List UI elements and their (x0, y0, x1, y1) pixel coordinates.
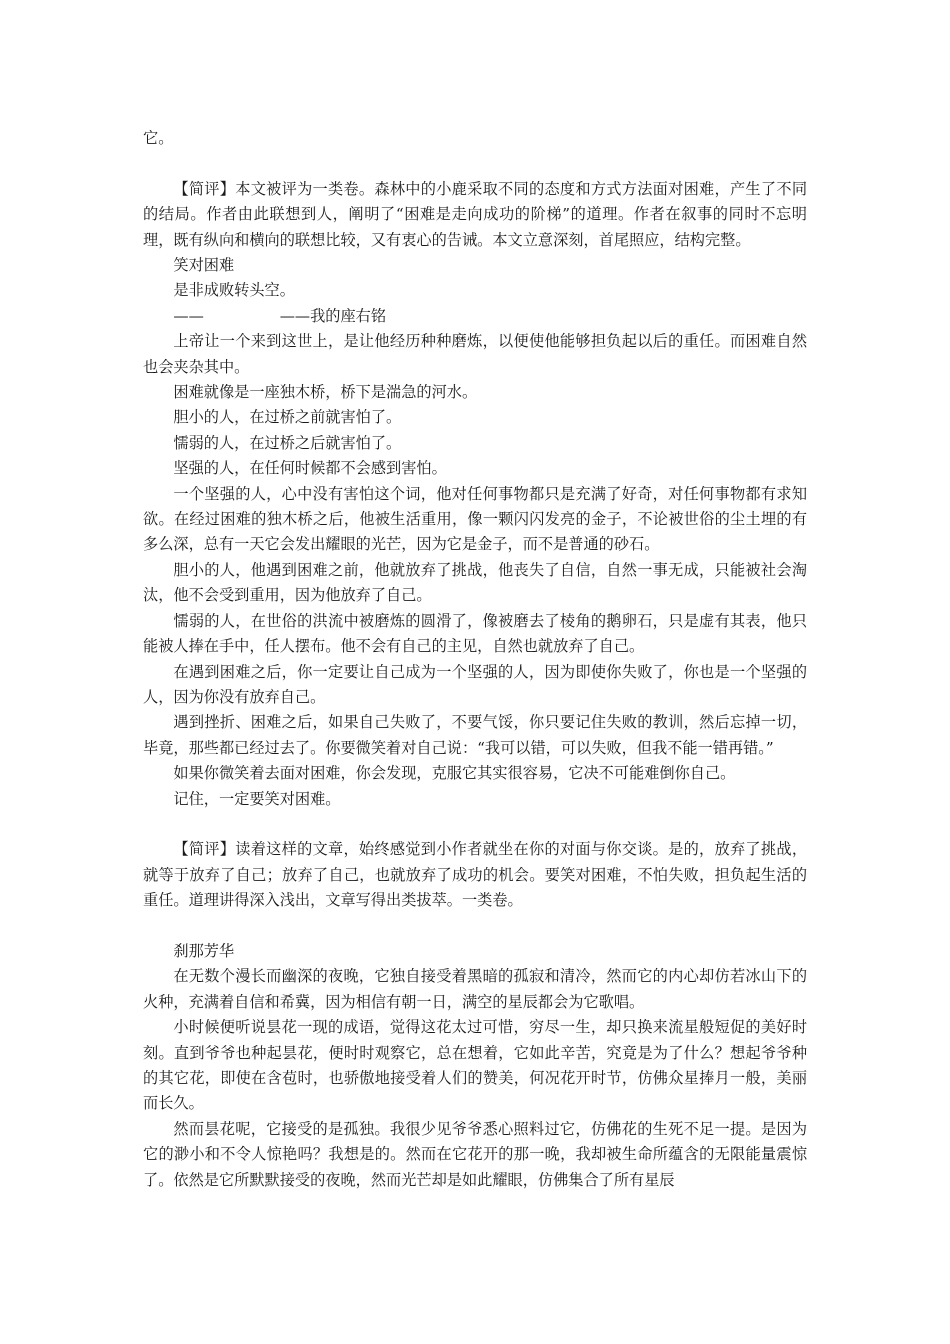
paragraph: 然而昙花呢，它接受的是孤独。我很少见爷爷悉心照料过它，仿佛花的生死不足一提。是因为它的渺小和不令人惊艳吗？我想是的。然而在它花开的那一晚，我却被生命所蕴含的无限能量震惊了。依然是它所默默接受的夜晚，然而光芒却是如此耀眼，仿佛集合了所有星辰 (143, 1119, 807, 1189)
paragraph: 一个坚强的人，心中没有害怕这个词，他对任何事物都只是充满了好奇，对任何事物都有求知欲。在经过困难的独木桥之后，他被生活重用，像一颗闪闪发亮的金子，不论被世俗的尘土埋的有多么深，总有一天它会发出耀眼的光芒，因为它是金子，而不是普通的砂石。 (143, 484, 807, 554)
paragraph: 坚强的人，在任何时候都不会感到害怕。 (173, 459, 447, 478)
review-paragraph: 【简评】本文被评为一类卷。森林中的小鹿采取不同的态度和方式方法面对困难，产生了不同的结局。作者由此联想到人，阐明了“困难是走向成功的阶梯”的道理。作者在叙事的同时不忘明理，既有纵向和横向的联想比较，又有衷心的告诫。本文立意深刻，首尾照应，结构完整。 (143, 179, 807, 249)
paragraph: 胆小的人，在过桥之前就害怕了。 (173, 408, 402, 427)
epigraph: 是非成败转头空。 (173, 281, 295, 300)
paragraph: 记住，一定要笑对困难。 (173, 789, 341, 808)
paragraph: 懦弱的人，在世俗的洪流中被磨炼的圆滑了，像被磨去了棱角的鹅卵石，只是虚有其表，他只能被人捧在手中，任人摆布。他不会有自己的主见，自然也就放弃了自己。 (143, 611, 807, 656)
review-paragraph: 【简评】读着这样的文章，始终感觉到小作者就坐在你的对面与你交谈。是的，放弃了挑战，就等于放弃了自己；放弃了自己，也就放弃了成功的机会。要笑对困难，不怕失败，担负起生活的重任。道理讲得深入浅出，文章写得出类拔萃。一类卷。 (143, 840, 807, 910)
paragraph: 小时候便听说昙花一现的成语，觉得这花太过可惜，穷尽一生，却只换来流星般短促的美好时刻。直到爷爷也种起昙花，便时时观察它，总在想着，它如此辛苦，究竟是为了什么？想起爷爷种的其它花，即使在含苞时，也骄傲地接受着人们的赞美，何况花开时节，仿佛众星捧月一般，美丽而长久。 (143, 1018, 807, 1113)
paragraph: 上帝让一个来到这世上，是让他经历种种磨炼，以便使他能够担负起以后的重任。而困难自然也会夹杂其中。 (143, 332, 807, 376)
paragraph: 在无数个漫长而幽深的夜晚，它独自接受着黑暗的孤寂和清冷，然而它的内心却仿若冰山下的火种，充满着自信和希冀，因为相信有朝一日，满空的星辰都会为它歌唱。 (143, 967, 807, 1011)
paragraph: 遇到挫折、困难之后，如果自己失败了，不要气馁，你只要记住失败的教训，然后忘掉一切，毕竟，那些都已经过去了。你要微笑着对自己说：“我可以错，可以失败，但我不能一错再错。” (143, 713, 807, 757)
essay-title: 刹那芳华 (173, 941, 235, 960)
essay-title: 笑对困难 (173, 256, 235, 275)
paragraph: 它。 (143, 129, 174, 147)
paragraph: 懦弱的人，在过桥之后就害怕了。 (173, 433, 402, 452)
epigraph-attribution: —— ——我的座右铭 (173, 306, 387, 325)
document-body (143, 126, 807, 1193)
paragraph: 如果你微笑着去面对困难，你会发现，克服它其实很容易，它决不可能难倒你自己。 (173, 764, 736, 783)
paragraph: 困难就像是一座独木桥，桥下是湍急的河水。 (173, 383, 478, 402)
paragraph: 在遇到困难之后，你一定要让自己成为一个坚强的人，因为即使你失败了，你也是一个坚强的人，因为你没有放弃自己。 (143, 662, 807, 706)
paragraph: 胆小的人，他遇到困难之前，他就放弃了挑战，他丧失了自信，自然一事无成，只能被社会淘汰，他不会受到重用，因为他放弃了自己。 (143, 560, 807, 605)
